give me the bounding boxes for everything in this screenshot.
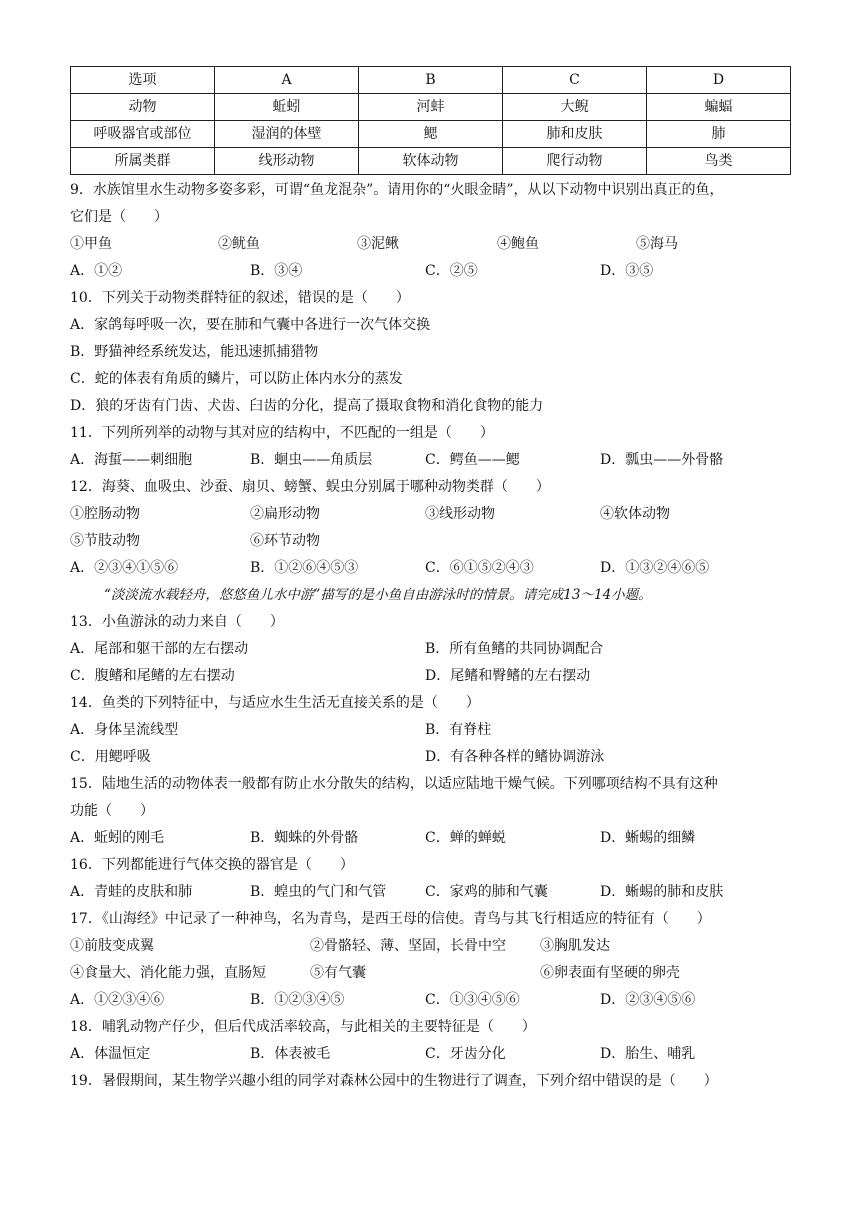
q10-stem: 10．下列关于动物类群特征的叙述，错误的是（ ）	[70, 290, 410, 306]
q13-stem: 13．小鱼游泳的动力来自（ ）	[70, 614, 284, 630]
q17-stem: 17．《山海经》中记录了一种神鸟，名为青鸟，是西王母的信使。青鸟与其飞行相适应的特征有（ ）	[70, 911, 711, 927]
q16-option-b[interactable]: B．蝗虫的气门和气管	[250, 884, 387, 900]
q12-item-3: ③线形动物	[425, 506, 495, 522]
q9-option-c[interactable]: C．②⑤	[425, 263, 478, 279]
table-cell: 动物	[71, 94, 215, 121]
table-row	[71, 67, 791, 94]
q16-stem: 16．下列都能进行气体交换的器官是（ ）	[70, 857, 354, 873]
q10-option-d[interactable]: D．狼的牙齿有门齿、犬齿、臼齿的分化，提高了摄取食物和消化食物的能力	[70, 398, 544, 414]
q12-option-d[interactable]: D．①③②④⑥⑤	[600, 560, 710, 576]
q17-option-b[interactable]: B．①②③④⑤	[250, 992, 345, 1008]
q14-option-c[interactable]: C．用鳃呼吸	[70, 749, 151, 765]
q13-option-c[interactable]: C．腹鳍和尾鳍的左右摆动	[70, 668, 235, 684]
table-row	[71, 94, 791, 121]
table-cell: 鳃	[359, 121, 503, 148]
q12-item-5: ⑤节肢动物	[70, 533, 140, 549]
table-cell: 大鲵	[503, 94, 647, 121]
table-cell: 爬行动物	[503, 148, 647, 175]
table-cell: 肺和皮肤	[503, 121, 647, 148]
classification-table	[70, 66, 791, 175]
q12-option-c[interactable]: C．⑥①⑤②④③	[425, 560, 534, 576]
q13-option-d[interactable]: D．尾鳍和臀鳍的左右摆动	[425, 668, 591, 684]
table-cell: B	[359, 67, 503, 94]
table-cell: 选项	[71, 67, 215, 94]
table-row	[71, 148, 791, 175]
table-cell: 软体动物	[359, 148, 503, 175]
q18-option-c[interactable]: C．牙齿分化	[425, 1046, 506, 1062]
q11-option-b[interactable]: B．蛔虫——角质层	[250, 452, 373, 468]
q12-option-b[interactable]: B．①②⑥④⑤③	[250, 560, 359, 576]
q9-item-2: ②鱿鱼	[218, 236, 260, 252]
q9-item-1: ①甲鱼	[70, 236, 112, 252]
q12-item-1: ①腔肠动物	[70, 506, 140, 522]
q17-option-c[interactable]: C．①③④⑤⑥	[425, 992, 520, 1008]
q19-stem: 19．暑假期间，某生物学兴趣小组的同学对森林公园中的生物进行了调查，下列介绍中错误的是（ ）	[70, 1073, 718, 1089]
q14-stem: 14．鱼类的下列特征中，与适应水生生活无直接关系的是（ ）	[70, 695, 480, 711]
q12-item-2: ②扁形动物	[250, 506, 320, 522]
table-cell: 肺	[647, 121, 791, 148]
q11-option-a[interactable]: A．海蜇——刺细胞	[70, 452, 193, 468]
table-cell: 所属类群	[71, 148, 215, 175]
q18-stem: 18．哺乳动物产仔少，但后代成活率较高，与此相关的主要特征是（ ）	[70, 1019, 536, 1035]
q15-option-b[interactable]: B．蜘蛛的外骨骼	[250, 830, 359, 846]
table-cell: A	[215, 67, 359, 94]
q18-option-a[interactable]: A．体温恒定	[70, 1046, 151, 1062]
q16-option-d[interactable]: D．蜥蜴的肺和皮肤	[600, 884, 724, 900]
table-cell: 鸟类	[647, 148, 791, 175]
table-cell: 蚯蚓	[215, 94, 359, 121]
q9-item-4: ④鲍鱼	[497, 236, 539, 252]
q11-stem: 11．下列所列举的动物与其对应的结构中，不匹配的一组是（ ）	[70, 425, 494, 441]
table-cell: 线形动物	[215, 148, 359, 175]
q10-option-a[interactable]: A．家鸽每呼吸一次，要在肺和气囊中各进行一次气体交换	[70, 317, 431, 333]
q9-stem-line2: 它们是（ ）	[70, 209, 168, 225]
q9-item-3: ③泥鳅	[357, 236, 399, 252]
q15-stem-line2: 功能（ ）	[70, 803, 154, 819]
q9-item-5: ⑤海马	[636, 236, 678, 252]
q14-option-d[interactable]: D．有各种各样的鳍协调游泳	[425, 749, 605, 765]
q14-option-b[interactable]: B．有脊柱	[425, 722, 492, 738]
q15-option-c[interactable]: C．蝉的蝉蜕	[425, 830, 506, 846]
table-cell: C	[503, 67, 647, 94]
q13-option-b[interactable]: B．所有鱼鳍的共同协调配合	[425, 641, 604, 657]
q17-item-1: ①前肢变成翼	[70, 938, 154, 954]
q12-item-4: ④软体动物	[600, 506, 670, 522]
q10-option-b[interactable]: B．野猫神经系统发达，能迅速抓捕猎物	[70, 344, 319, 360]
q17-item-2: ②骨骼轻、薄、坚固，长骨中空	[310, 938, 506, 954]
q11-option-c[interactable]: C．鳄鱼——鳃	[425, 452, 520, 468]
q9-option-d[interactable]: D．③⑤	[600, 263, 654, 279]
table-cell: 河蚌	[359, 94, 503, 121]
passage-text: “淡淡流水载轻舟，悠悠鱼儿水中游”描写的是小鱼自由游泳时的情景。请完成13～14小题。	[104, 587, 652, 603]
q9-stem-line1: 9．水族馆里水生动物多姿多彩，可谓“鱼龙混杂”。请用你的“火眼金睛”，从以下动物中识别出真正的鱼，	[70, 182, 724, 198]
table-cell: 呼吸器官或部位	[71, 121, 215, 148]
q9-option-a[interactable]: A．①②	[70, 263, 123, 279]
q17-item-6: ⑥卵表面有坚硬的卵壳	[540, 965, 680, 981]
q12-stem: 12．海葵、血吸虫、沙蚕、扇贝、螃蟹、蜈虫分别属于哪种动物类群（ ）	[70, 479, 550, 495]
q15-option-a[interactable]: A．蚯蚓的刚毛	[70, 830, 165, 846]
q17-item-3: ③胸肌发达	[540, 938, 610, 954]
q17-option-a[interactable]: A．①②③④⑥	[70, 992, 165, 1008]
q11-option-d[interactable]: D．瓢虫——外骨骼	[600, 452, 724, 468]
q12-item-6: ⑥环节动物	[250, 533, 320, 549]
q12-option-a[interactable]: A．②③④①⑤⑥	[70, 560, 179, 576]
q16-option-c[interactable]: C．家鸡的肺和气囊	[425, 884, 548, 900]
q17-item-5: ⑤有气囊	[310, 965, 366, 981]
table-row	[71, 121, 791, 148]
q17-item-4: ④食量大、消化能力强，直肠短	[70, 965, 266, 981]
q18-option-d[interactable]: D．胎生、哺乳	[600, 1046, 696, 1062]
q14-option-a[interactable]: A．身体呈流线型	[70, 722, 179, 738]
q18-option-b[interactable]: B．体表被毛	[250, 1046, 331, 1062]
q15-stem-line1: 15．陆地生活的动物体表一般都有防止水分散失的结构，以适应陆地干燥气候。下列哪项结构不具有这种	[70, 776, 718, 792]
table-cell: 湿润的体壁	[215, 121, 359, 148]
q16-option-a[interactable]: A．青蛙的皮肤和肺	[70, 884, 193, 900]
table-cell: D	[647, 67, 791, 94]
q15-option-d[interactable]: D．蜥蜴的细鳞	[600, 830, 696, 846]
table-body	[71, 67, 791, 175]
q17-option-d[interactable]: D．②③④⑤⑥	[600, 992, 696, 1008]
q10-option-c[interactable]: C．蛇的体表有角质的鳞片，可以防止体内水分的蒸发	[70, 371, 403, 387]
table-cell: 蝙蝠	[647, 94, 791, 121]
q13-option-a[interactable]: A．尾部和躯干部的左右摆动	[70, 641, 249, 657]
q9-option-b[interactable]: B．③④	[250, 263, 303, 279]
